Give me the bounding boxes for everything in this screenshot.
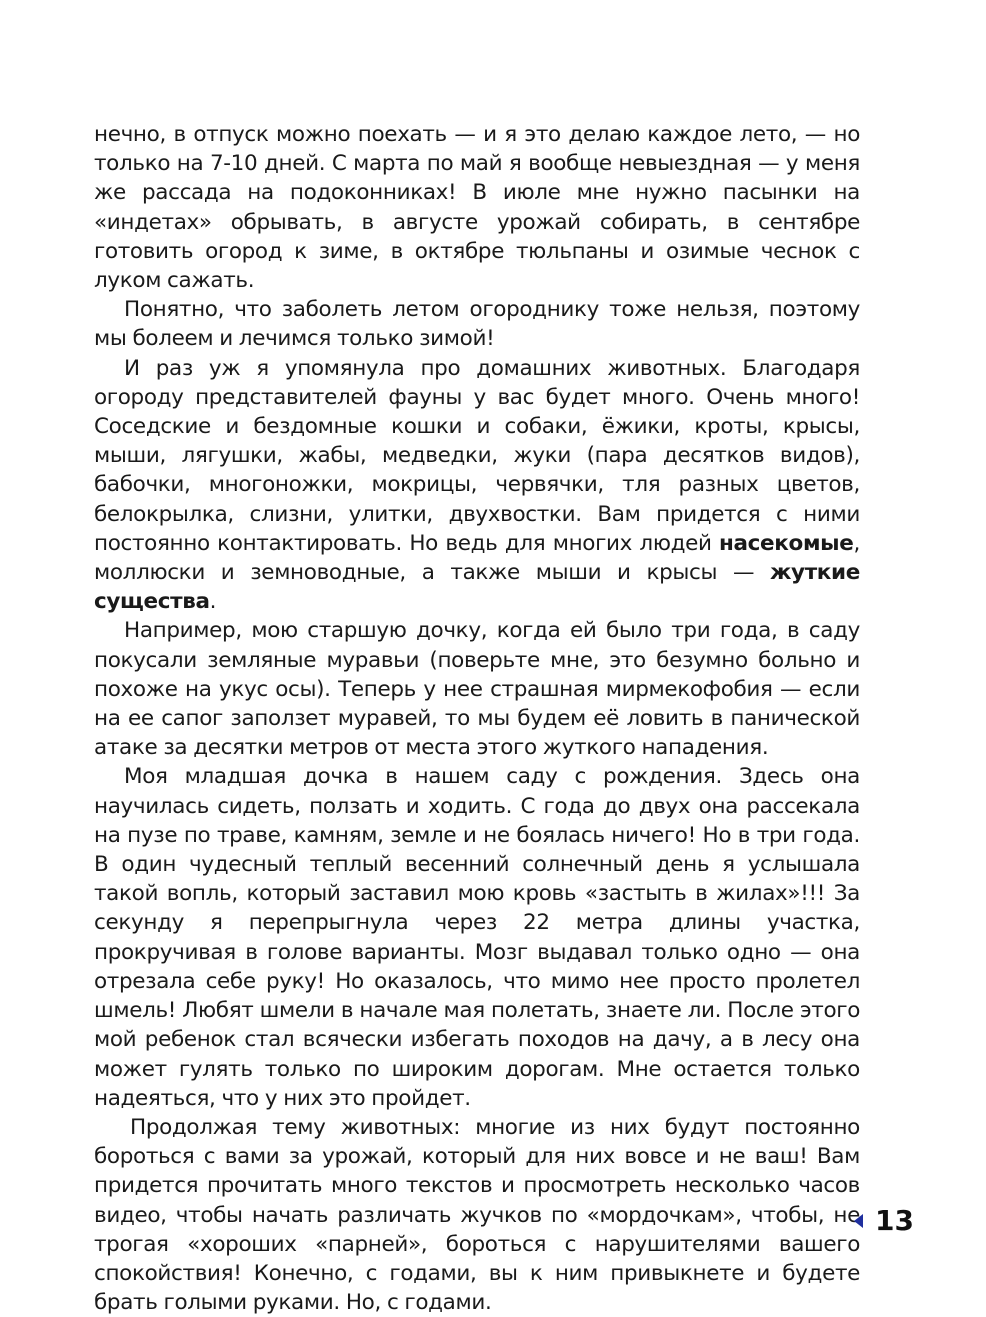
paragraph-illness xyxy=(94,295,860,353)
paragraph-fauna-text-end: . xyxy=(209,589,217,615)
bold-term-insects: насекомые xyxy=(719,530,854,556)
paragraph-illness-text: Понятно, что заболеть летом огороднику тоже нельзя, поэтому мы болеем и лечимся только зимой! xyxy=(94,297,860,352)
paragraph-fauna-text-middle: , моллюски и земноводные, а также мыши и крысы — xyxy=(94,530,860,586)
bold-term-creepy-creatures: жуткие существа xyxy=(94,560,860,615)
paragraph-animals-harvest xyxy=(94,1113,860,1317)
paragraph-older-daughter xyxy=(94,616,860,762)
paragraph-younger-daughter xyxy=(94,762,860,1112)
paragraph-older-daughter-text: Например, мою старшую дочку, когда ей было три года, в саду покусали земляные муравьи (поверьте мне, это безумно больно и похоже на укус осы). Теперь у нее страшная мирмекофобия — если на ее сапог заползет муравей, то мы будем её ловить в панической атаке за десятки метров от места этого жуткого нападения. xyxy=(94,618,860,761)
paragraph-younger-daughter-text: Моя младшая дочка в нашем саду с рождения. Здесь она научилась сидеть, ползать и ходить. С года до двух она рассекала на пузе по траве, камням, земле и не боялась ничего! Но в три года. В один чудесный теплый весенний солнечный день я услышала такой вопль, который заставил мою кровь «застыть в жилах»!!! За секунду я перепрыгнула через 22 метра длины участка, прокручивая в голове варианты. Мозг выдавал только одно — она отрезала себе руку! Но оказалось, что мимо нее просто пролетел шмель! Любят шмели в начале мая полетать, знаете ли. После этого мой ребенок стал всячески избегать походов на дачу, а в лесу она может гулять только по широким дорогам. Мне остается только надеяться, что у них это пройдет. xyxy=(94,764,860,1111)
paragraph-vacation xyxy=(94,120,860,295)
paragraph-fauna-text-start: И раз уж я упомянула про домашних животных. Благодаря огороду представителей фауны у вас будет много. Очень много! Соседские и бездомные кошки и собаки, ёжики, кроты, крысы, мыши, лягушки, жабы, медведки, жуки (пара десятков видов), бабочки, многоножки, мокрицы, червячки, тля разных цветов, белокрылка, слизни, улитки, двухвостки. Вам придется с ними постоянно контактировать. Но ведь для многих людей xyxy=(94,355,860,556)
page-body-text xyxy=(94,120,860,1317)
page-number-block xyxy=(854,1203,914,1239)
paragraph-fauna xyxy=(94,354,860,617)
paragraph-animals-harvest-text: Продолжая тему животных: многие из них будут постоянно бороться с вами за урожай, который для них вовсе и не ваш! Вам придется прочитать много текстов и просмотреть несколько часов видео, чтобы начать различать жучков по «мордочкам», чтобы, не трогая «хороших «парней», бороться с нарушителями вашего спокойствия! Конечно, с годами, вы к ним привыкнете и будете брать голыми руками. Но, с годами. xyxy=(94,1114,860,1316)
left-triangle-marker-icon xyxy=(854,1214,863,1228)
page-number: 13 xyxy=(875,1204,914,1237)
paragraph-vacation-text: нечно, в отпуск можно поехать — и я это делаю каждое лето, — но только на 7-10 дней. С марта по май я вообще невыездная — у меня же рассада на подоконниках! В июле мне нужно пасынки на «индетах» обрывать, в августе урожай собирать, в сентябре готовить огород к зиме, в октябре тюльпаны и озимые чеснок с луком сажать. xyxy=(94,122,860,294)
